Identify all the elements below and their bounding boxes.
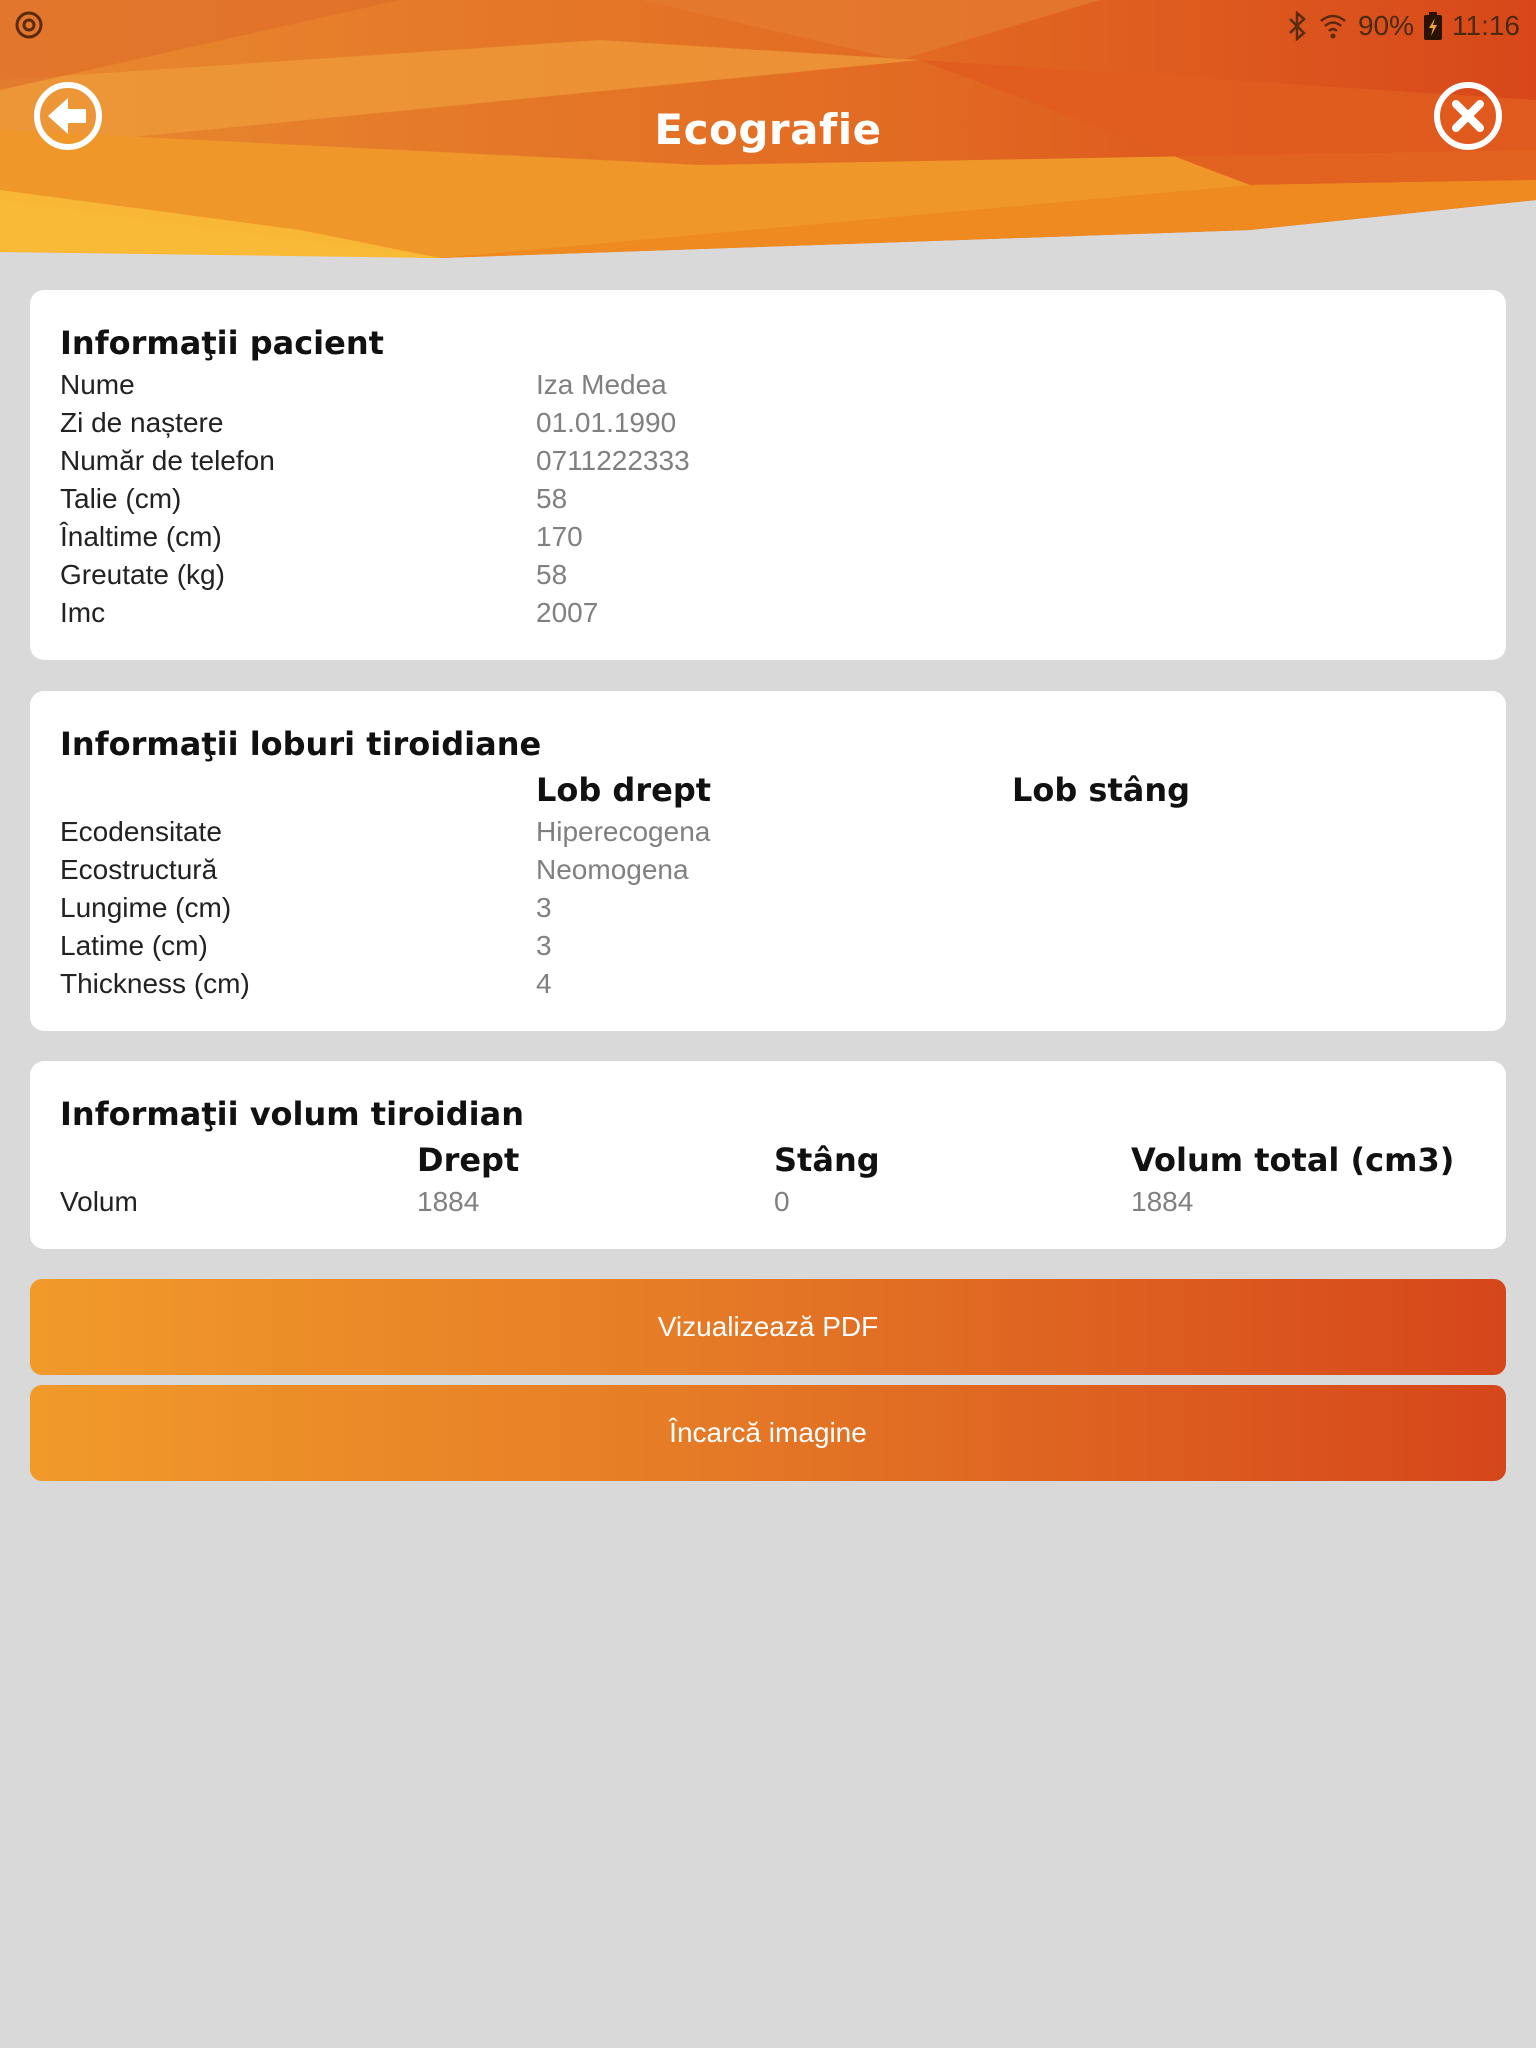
volume-total-value: 1884: [1131, 1186, 1194, 1217]
battery-percentage: 90%: [1357, 10, 1414, 41]
lob-drept-value: Hiperecogena: [536, 816, 711, 847]
row-label: Thickness (cm): [60, 968, 250, 999]
col-lob-drept: Lob drept: [536, 771, 712, 809]
row-value: 58: [536, 483, 568, 514]
patient-row-height: [60, 518, 1476, 556]
lobes-row-length: [60, 889, 1476, 927]
row-label: Latime (cm): [60, 930, 208, 961]
lob-drept-value: 4: [536, 968, 552, 999]
bluetooth-icon: [1286, 11, 1308, 41]
row-label: Înaltime (cm): [60, 521, 222, 552]
volume-row: [60, 1183, 1476, 1221]
page-title: Ecografie: [654, 105, 882, 154]
row-label: Ecodensitate: [60, 816, 222, 847]
col-lob-stang: Lob stâng: [1012, 771, 1191, 809]
status-bar: [1286, 8, 1520, 44]
wifi-icon: [1318, 11, 1348, 41]
patient-info-card: [30, 290, 1506, 660]
patient-row-phone: [60, 442, 1476, 480]
row-value: Iza Medea: [536, 369, 667, 400]
row-label: Talie (cm): [60, 483, 182, 514]
row-label: Greutate (kg): [60, 559, 225, 590]
row-label: Volum: [60, 1186, 138, 1217]
lob-drept-value: 3: [536, 892, 552, 923]
lobes-heading: Informaţii loburi tiroidiane: [60, 725, 542, 763]
view-pdf-button[interactable]: Vizualizează PDF: [30, 1279, 1506, 1375]
volume-right-value: 1884: [417, 1186, 480, 1217]
row-label: Imc: [60, 597, 106, 628]
upload-image-button[interactable]: Încarcă imagine: [30, 1385, 1506, 1481]
patient-row-name: [60, 366, 1476, 404]
volume-left-value: 0: [774, 1186, 790, 1217]
col-volum-total: Volum total (cm3): [1131, 1141, 1455, 1179]
lobes-row-echodensity: [60, 813, 1476, 851]
lob-drept-value: Neomogena: [536, 854, 689, 885]
row-label: Lungime (cm): [60, 892, 232, 923]
patient-row-bmi: [60, 594, 1476, 632]
lobes-row-width: [60, 927, 1476, 965]
patient-info-heading: Informaţii pacient: [60, 324, 384, 362]
row-value: 170: [536, 521, 583, 552]
app-header: [0, 0, 1536, 260]
row-value: 2007: [536, 597, 599, 628]
clock: 11:16: [1452, 10, 1520, 41]
col-drept: Drept: [417, 1141, 520, 1179]
thyroid-lobes-card: [30, 691, 1506, 1031]
patient-row-birthdate: [60, 404, 1476, 442]
col-stang: Stâng: [774, 1141, 880, 1179]
sync-status-icon: [14, 10, 44, 40]
thyroid-volume-card: [30, 1061, 1506, 1249]
volume-heading: Informaţii volum tiroidian: [60, 1095, 525, 1133]
row-value: 0711222333: [536, 445, 690, 476]
lobes-row-thickness: [60, 965, 1476, 1003]
lobes-row-echostructure: [60, 851, 1476, 889]
close-icon[interactable]: [1432, 80, 1504, 152]
row-value: 58: [536, 559, 568, 590]
row-label: Ecostructură: [60, 854, 218, 885]
row-value: 01.01.1990: [536, 407, 677, 438]
patient-row-waist: [60, 480, 1476, 518]
row-label: Nume: [60, 369, 135, 400]
battery-charging-icon: [1424, 12, 1442, 40]
patient-row-weight: [60, 556, 1476, 594]
lob-drept-value: 3: [536, 930, 552, 961]
row-label: Zi de naștere: [60, 407, 224, 438]
row-label: Număr de telefon: [60, 445, 275, 476]
